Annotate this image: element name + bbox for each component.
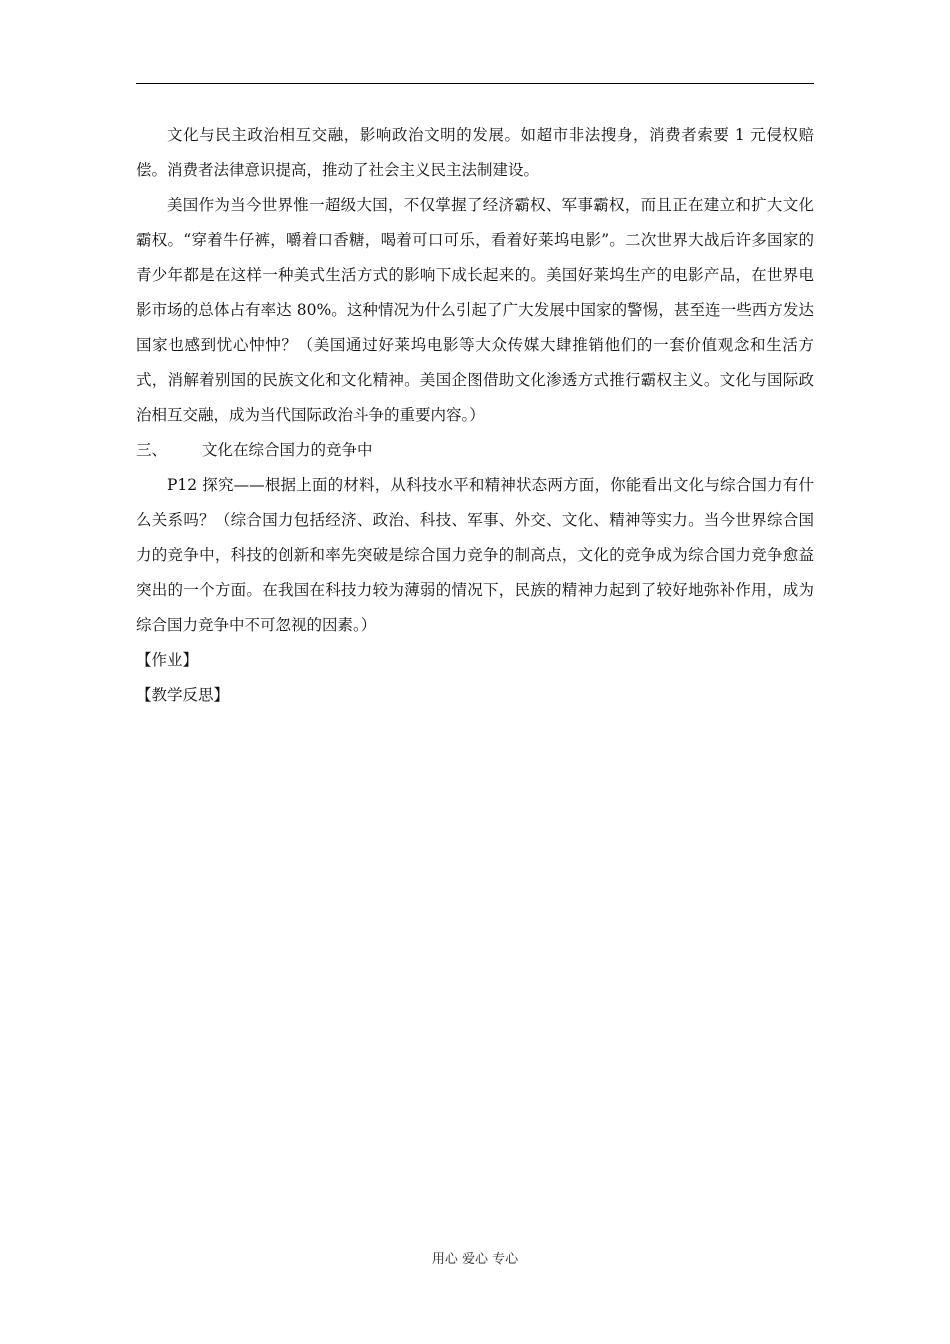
paragraph-inquiry: P12 探究——根据上面的材料，从科技水平和精神状态两方面，你能看出文化与综合国力有什么关系吗？（综合国力包括经济、政治、科技、军事、外交、文化、精神等实力。当今世界综合国力的竞争中，科技的创新和率先突破是综合国力竞争的制高点，文化的竞争成为综合国力竞争愈益突出的一个方面。在我国在科技力较为薄弱的情况下，民族的精神力起到了较好地弥补作用，成为综合国力竞争中不可忽视的因素。）: [136, 476, 814, 634]
page-footer: 用心 爱心 专心: [431, 1252, 519, 1267]
document-body: [136, 118, 814, 713]
section-number: 三、: [136, 441, 168, 459]
homework-label: 【作业】: [136, 651, 199, 669]
section-heading: [136, 433, 814, 468]
section-title: 文化在综合国力的竞争中: [202, 441, 373, 459]
reflection-label: 【教学反思】: [136, 686, 230, 704]
paragraph-cultural-hegemony: 美国作为当今世界惟一超级大国，不仅掌握了经济霸权、军事霸权，而且正在建立和扩大文化霸权。“穿着牛仔裤，嚼着口香糖，喝着可口可乐，看着好莱坞电影”。二次世界大战后许多国家的青少年都是在这样一种美式生活方式的影响下成长起来的。美国好莱坞生产的电影产品，在世界电影市场的总体占有率达 80%。这种情况为什么引起了广大发展中国家的警惕，甚至连一些西方发达国家也感到忧心忡忡？（美国通过好莱坞电影等大众传媒大肆推销他们的一套价值观念和生活方式，消解着别国的民族文化和文化精神。美国企图借助文化渗透方式推行霸权主义。文化与国际政治相互交融，成为当代国际政治斗争的重要内容。）: [136, 196, 814, 424]
paragraph-democracy: 文化与民主政治相互交融，影响政治文明的发展。如超市非法搜身，消费者索要 1 元侵权赔偿。消费者法律意识提高，推动了社会主义民主法制建设。: [136, 126, 814, 179]
header-rule: [136, 83, 814, 84]
